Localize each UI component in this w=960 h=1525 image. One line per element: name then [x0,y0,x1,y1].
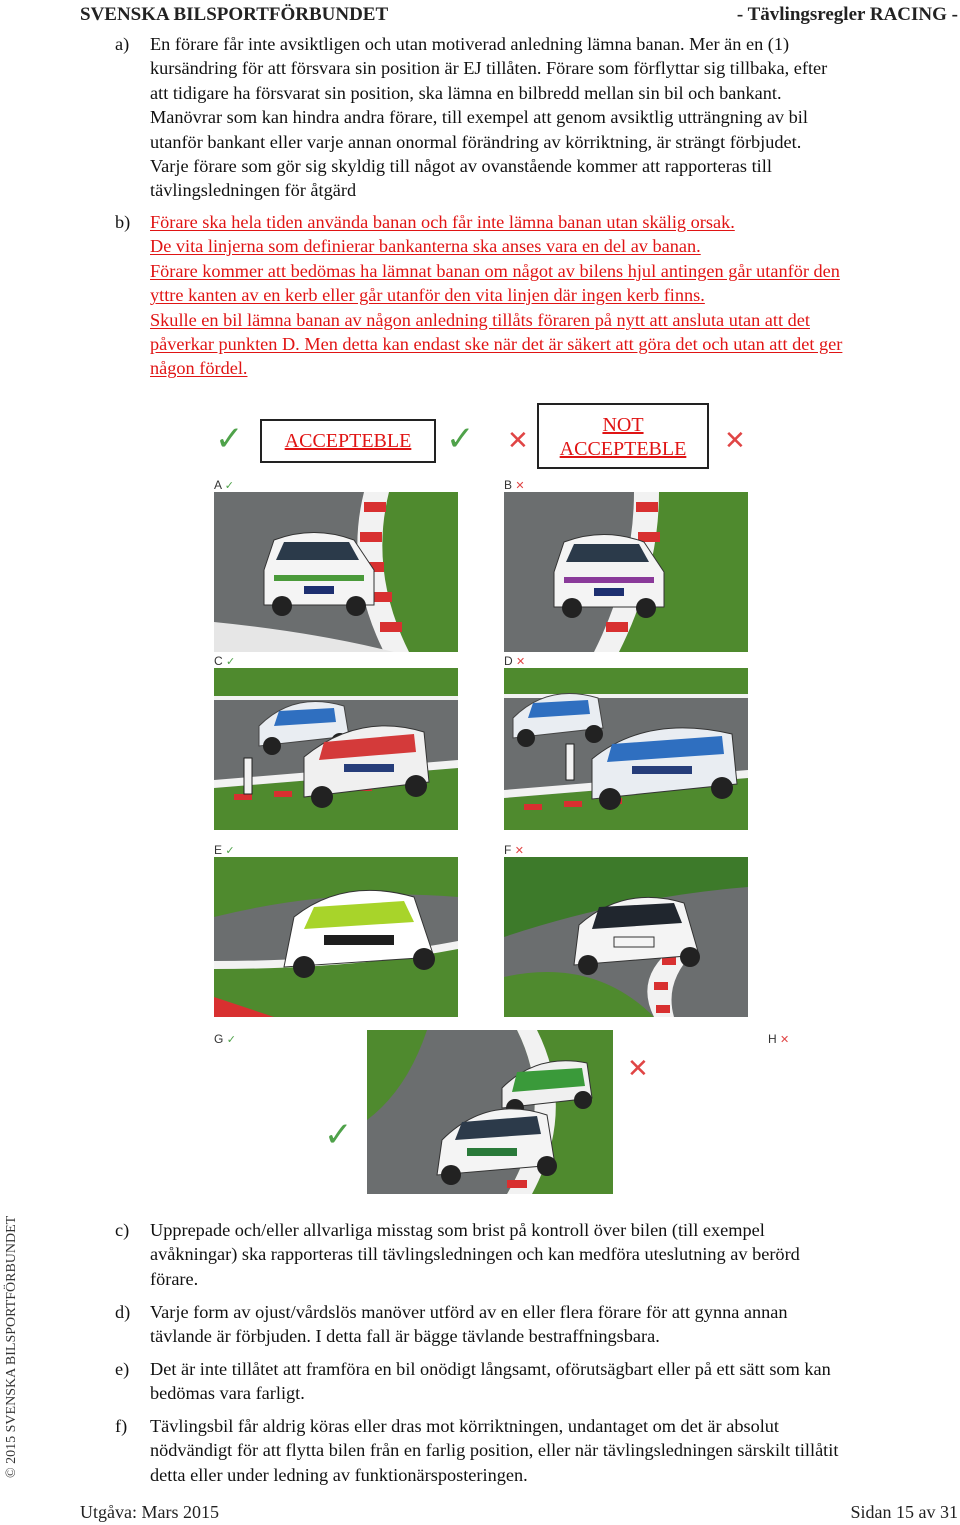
rule-a-label: a) [115,34,130,54]
panel-label-a: A ✓ [214,478,234,492]
acceptable-label: ACCEPTEBLE [284,430,412,452]
rule-f-line: detta eller under ledning av funktionärsposteringen. [150,1464,528,1485]
rule-a-line: Manövrar som kan hindra andra förare, till exempel att genom avsiktlig utträngning av bil [150,107,808,128]
rule-b-line: De vita linjerna som definierar bankanterna ska anses vara en del av banan. [150,236,701,257]
rule-a-text [150,32,960,203]
rule-d [115,1300,960,1349]
check-icon: ✓ [446,419,475,459]
rule-b-line: yttre kanten av en kerb eller går utanför den vita linjen där ingen kerb finns. [150,285,705,306]
rule-f-line: nödvändigt för att flytta bilen från en farlig position, eller när tävlingsledningen särskilt tillåtit [150,1440,839,1461]
rule-d-line: Varje form av ojust/vårdslös manöver utförd av en eller flera förare för att gynna annan [150,1302,788,1322]
rule-e [115,1357,960,1406]
rule-c-line: Upprepade och/eller allvarliga misstag som brist på kontroll över bilen (till exempel [150,1220,765,1240]
photo-panel-c [214,668,458,830]
rule-f-label: f) [115,1416,128,1436]
cross-icon: ✕ [724,426,746,456]
rule-a-line: Varje förare som gör sig skyldig till något av ovanstående kommer att rapporteras till [150,156,772,177]
panel-label-d: D ✕ [504,654,526,668]
rule-c-line: förare. [150,1268,199,1289]
cross-icon: ✕ [515,480,525,492]
panel-label-f: F ✕ [504,843,524,857]
panel-label-c: C ✓ [214,654,236,668]
check-icon: ✓ [224,480,234,492]
check-icon: ✓ [226,656,236,668]
rule-b-line: påverkar punkten D. Men detta kan endast ske när det är säkert att göra det och utan att det ger [150,334,843,355]
rule-a-line: att tidigare ha försvarat sin position, ska lämna en bilbredd mellan sin bil och bankant. [150,82,782,103]
footer-edition: Utgåva: Mars 2015 [80,1502,219,1522]
panel-label-b: B ✕ [504,478,525,492]
rule-f-text [150,1414,960,1487]
check-icon: ✓ [215,419,244,459]
rule-b-line: Förare kommer att bedömas ha lämnat banan om något av bilens hjul antingen går utanför den [150,260,840,281]
rule-b [115,210,960,381]
header-document-title: - Tävlingsregler RACING - [736,4,958,25]
cross-icon: ✕ [780,1034,790,1046]
photo-panel-f [504,857,748,1017]
acceptable-label-box [260,419,436,463]
rule-d-text [150,1300,960,1349]
rule-c-line: avåkningar) ska rapporteras till tävlingsledningen och kan medföra uteslutning av berörd [150,1244,800,1265]
panel-label-h: H ✕ [768,1032,790,1046]
rule-d-label: d) [115,1302,131,1322]
panel-label-g: G ✓ [214,1032,236,1046]
rule-d-line: tävlande är förbjuden. I detta fall är bägge tävlande bestraffningsbara. [150,1326,660,1347]
rule-c-label: c) [115,1220,130,1240]
photo-panel-e [214,857,458,1017]
rule-e-line: bedömas vara farligt. [150,1383,305,1404]
rule-b-line: Förare ska hela tiden använda banan och får inte lämna banan utan skälig orsak. [150,212,735,232]
rule-e-label: e) [115,1359,130,1379]
not-acceptable-label-box [537,403,709,469]
photo-panel-gh [367,1030,613,1194]
rule-a-line: utanför bankant eller varje annan onormal förändring av körriktning, är strängt förbjudet. [150,131,802,152]
not-acceptable-label-line: ACCEPTEBLE [559,438,687,460]
cross-icon: ✕ [516,656,526,668]
check-icon: ✓ [324,1115,353,1155]
rule-a [115,32,960,203]
photo-panel-b [504,492,748,652]
photo-panel-a [214,492,458,652]
copyright-sidebar: © 2015 SVENSKA BILSPORTFÖRBUNDET [4,1215,19,1478]
rule-b-label: b) [115,212,131,232]
header-organisation: SVENSKA BILSPORTFÖRBUNDET [80,4,389,25]
rule-f-line: Tävlingsbil får aldrig köras eller dras mot körriktningen, undantaget om det är absolut [150,1416,780,1436]
footer-page-number: Sidan 15 av 31 [850,1502,958,1522]
rule-a-line: kursändring för att försvara sin position är EJ tillåten. Förare som förflyttar sig tillbaka, efter [150,58,828,79]
check-icon: ✓ [225,845,235,857]
rule-a-line: En förare får inte avsiktligen och utan motiverad anledning lämna banan. Mer än en (1) [150,34,790,54]
panel-label-e: E ✓ [214,843,235,857]
rule-c-text [150,1218,960,1291]
rule-b-line: någon fördel. [150,358,248,379]
rule-e-line: Det är inte tillåtet att framföra en bil onödigt långsamt, oförutsägbart eller på ett sätt som kan [150,1359,831,1379]
rule-e-text [150,1357,960,1406]
cross-icon: ✕ [514,845,524,857]
rule-c [115,1218,960,1291]
cross-icon: ✕ [507,426,529,456]
rule-f [115,1414,960,1487]
not-acceptable-label-line: NOT [602,414,644,436]
check-icon: ✓ [226,1034,236,1046]
cross-icon: ✕ [627,1054,649,1084]
rule-b-text [150,210,960,381]
rule-a-line: tävlingsledningen för åtgärd [150,180,357,201]
rule-b-line: Skulle en bil lämna banan av någon anledning tillåts föraren på nytt att ansluta utan att det [150,309,810,330]
photo-panel-d [504,668,748,830]
